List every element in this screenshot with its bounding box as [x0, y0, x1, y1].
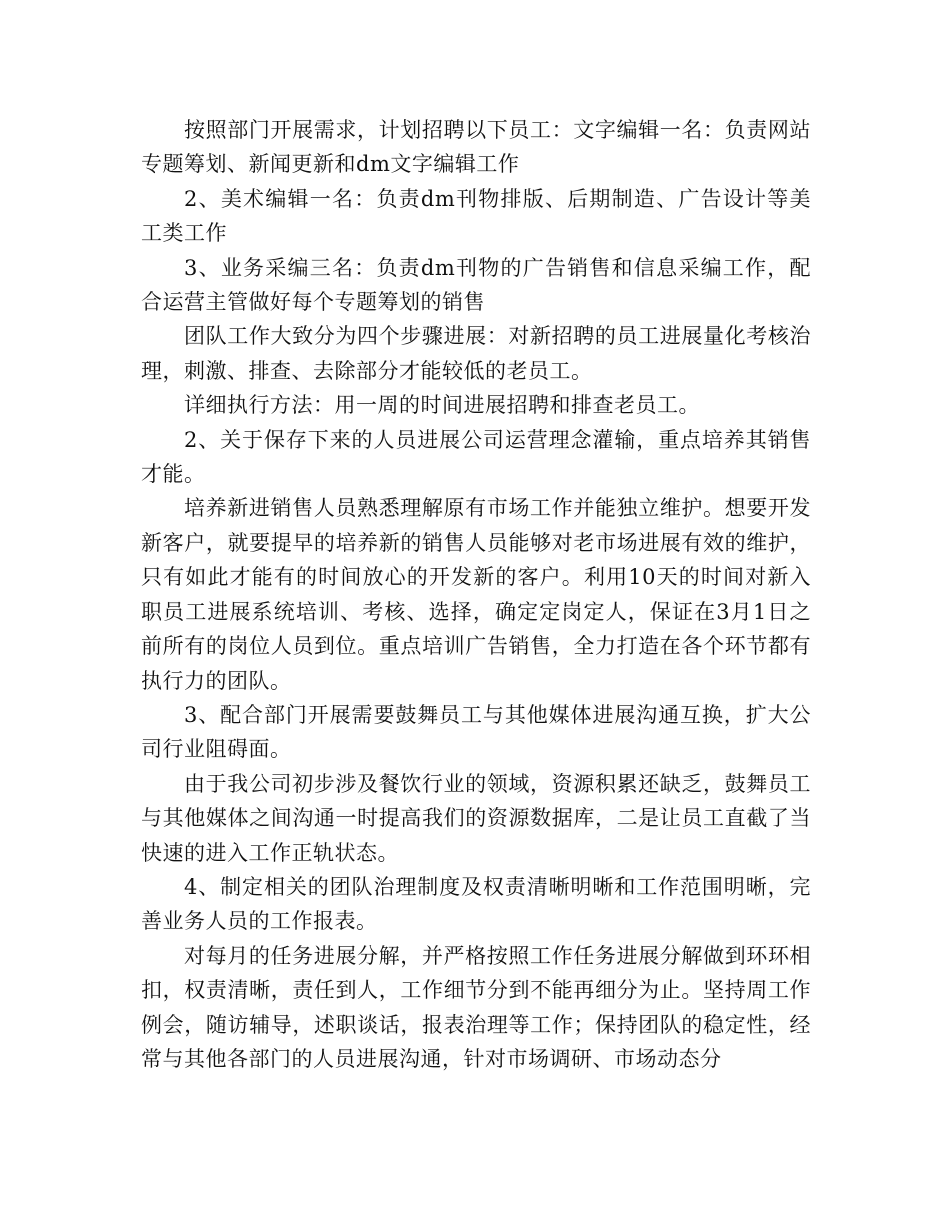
- document-page: [141, 113, 811, 1076]
- paragraph-management-system: 4、制定相关的团队治理制度及权责清晰明晰和工作范围明晰，完善业务人员的工作报表。: [141, 874, 811, 934]
- paragraph-recruitment-plan: 按照部门开展需求，计划招聘以下员工：文字编辑一名：负责网站专题筹划、新闻更新和dm文字编辑工作: [141, 118, 811, 177]
- paragraph-media-exchange: 3、配合部门开展需要鼓舞员工与其他媒体进展沟通互换，扩大公司行业阻碍面。: [141, 702, 811, 762]
- paragraph-sales-training: 培养新进销售人员熟悉理解原有市场工作并能独立维护。想要开发新客户，就要提早的培养新的销售人员能够对老市场进展有效的维护，只有如此才能有的时间放心的开发新的客户。利用10天的时间对新入职员工进展系统培训、考核、选择，确定定岗定人，保证在3月1日之前所有的岗位人员到位。重点培训广告销售，全力打造在各个环节都有执行力的团队。: [141, 496, 811, 693]
- paragraph-team-steps: 团队工作大致分为四个步骤进展：对新招聘的员工进展量化考核治理，刺激、排查、去除部分才能较低的老员工。: [141, 324, 811, 383]
- paragraph-business-editors: 3、业务采编三名：负责dm刊物的广告销售和信息采编工作，配合运营主管做好每个专题筹划的销售: [141, 255, 811, 315]
- paragraph-task-breakdown: 对每月的任务进展分解，并严格按照工作任务进展分解做到环环相扣，权责清晰，责任到人，工作细节分到不能再细分为止。坚持周工作例会，随访辅导，述职谈话，报表治理等工作；保持团队的稳定性，经常与其他各部门的人员进展沟通，针对市场调研、市场动态分: [141, 943, 811, 1071]
- paragraph-art-editor: 2、美术编辑一名：负责dm刊物排版、后期制造、广告设计等美工类工作: [141, 186, 811, 246]
- paragraph-retained-staff: 2、关于保存下来的人员进展公司运营理念灌输，重点培养其销售才能。: [141, 427, 811, 487]
- paragraph-execution-method: 详细执行方法：用一周的时间进展招聘和排查老员工。: [184, 393, 700, 418]
- paragraph-resource-building: 由于我公司初步涉及餐饮行业的领域，资源积累还缺乏，鼓舞员工与其他媒体之间沟通一时提高我们的资源数据库，二是让员工直截了当快速的进入工作正轨状态。: [141, 771, 811, 865]
